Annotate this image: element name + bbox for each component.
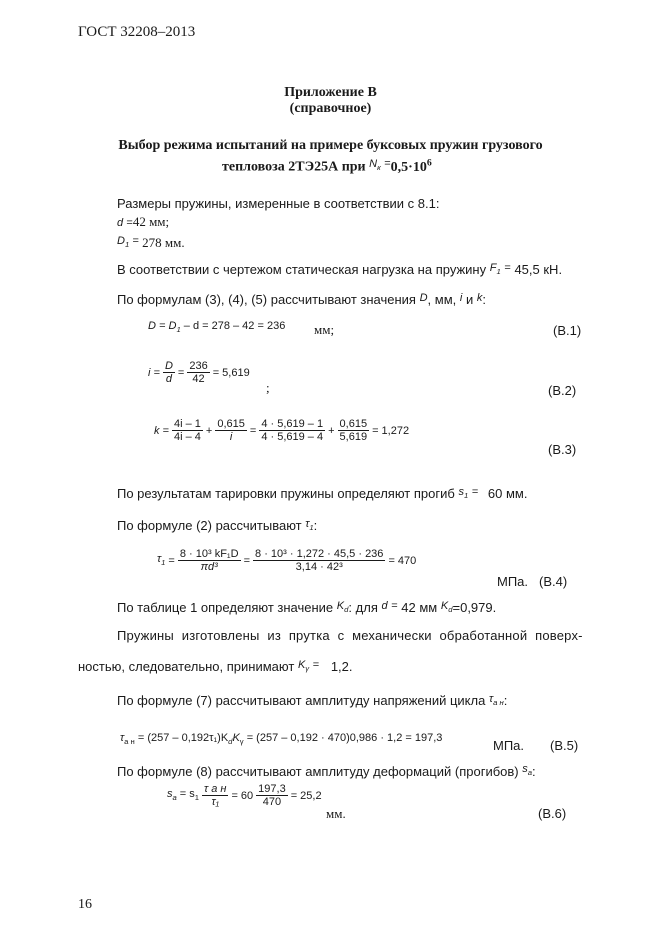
equation-b1-number: (В.1) [553,323,582,338]
section-heading-line2 [222,157,432,176]
equation-b2-number: (В.2) [548,383,577,398]
equation-b4: $\tau_1$ = $\frac{\text{8 · 10³ kF₁D}}{\text{πd³}}$ = $\frac{\text{8 · 10³ · 1,272 · 45,5 · 236}}{\text{3,14 · 42³}}$ = 470 [157,548,417,573]
static-load-line: В соответствии с чертежом статическая нагрузка на пружину $^{F_1}$ = 45,5 кН. [117,262,563,277]
equation-b1-unit: мм; [314,322,335,337]
equation-b4-number: (В.4) [539,574,568,589]
appendix-title: Приложение В [284,85,377,100]
kd-line: По таблице 1 определяют значение $^{K_d}$: для $^d$ = 42 мм $^{K_d}$=0,979. [117,600,497,615]
appendix-subtitle: (справочное) [289,101,372,116]
heading-symbol-n: Nк [369,157,381,172]
equation-b6-unit: мм. [326,806,346,821]
equation-b5: $\tau_{а н} = (257 - 0,192\tau_1)K_dK_\gamma = (257 - 0,192 \cdot 470)0,986 \cdot 1,2 = 197,3$ [120,732,443,747]
standard-header: ГОСТ 32208–2013 [78,24,196,40]
equation-b4-unit: МПа. [497,574,529,589]
tau1-intro: По формуле (2) рассчитывают $^{\tau_1}$: [117,518,318,533]
heading-prefix: тепловоза 2ТЭ25А при [222,159,366,175]
equation-b5-number: (В.5) [550,738,579,753]
spring-material-line1: Пружины изготовлены из прутка с механически обработанной поверх- [117,628,583,643]
equation-b2: i = $\frac{D}{d}$ = $\frac{236}{42}$ = 5,619 [148,360,250,385]
fraction-D-d: $\frac{D}{d}$ [164,360,173,385]
equation-b3: k = $\frac{4i - 1}{4i - 4}$ + $\frac{0,615}{i}$ = $\frac{4 \cdot 5,619 - 1}{4 \cdot 5,619 - 4}$ + $\frac{0,615}{5,619}$ = 1,272 [154,418,410,443]
D1-value-line: $^{D_1}$ = 278 мм. [117,235,185,250]
heading-equals: = [384,157,391,170]
section-heading-line1: Выбор режима испытаний на примере буксовых пружин грузового [118,138,543,153]
dimensions-intro: Размеры пружины, измеренные в соответствии с 8.1: [117,196,440,211]
deflection-line: По результатам тарировки пружины определяют прогиб $^{s_1}$ = 60 мм. [117,486,528,501]
equation-b2-end: ; [266,380,270,395]
fraction-236-42: $\frac{236}{42}$ [189,360,208,385]
d-value-line: d =42 мм; [117,214,170,229]
equation-b6-number: (В.6) [538,806,567,821]
formulas-intro: По формулам (3), (4), (5) рассчитывают значения $^D$, мм, $^i$ и $^k$: [117,292,486,307]
page-number: 16 [78,897,92,912]
equation-b6: $s_а$ = $s_1$ $\frac{\text{τ а н}}{\text{τ₁}}$ = 60 $\frac{197,3}{470}$ = 25,2 [167,783,322,808]
deformation-amplitude-intro: По формуле (8) рассчитывают амплитуду деформаций (прогибов) $^{s_а}$: [117,763,536,779]
spring-material-line2: ностью, следовательно, принимают $^{K_\gamma}$ = 1,2. [78,659,353,674]
equation-b3-number: (В.3) [548,442,577,457]
equation-b5-unit: МПа. [493,738,525,753]
heading-value: $0,5\cdot 10^6$ [390,157,432,175]
equation-b1: $D = D_1 - d = 278 - 42 = 236$ [148,320,286,335]
stress-amplitude-intro: По формуле (7) рассчитывают амплитуду напряжений цикла $^{\tau_{а н}}$: [117,693,508,708]
